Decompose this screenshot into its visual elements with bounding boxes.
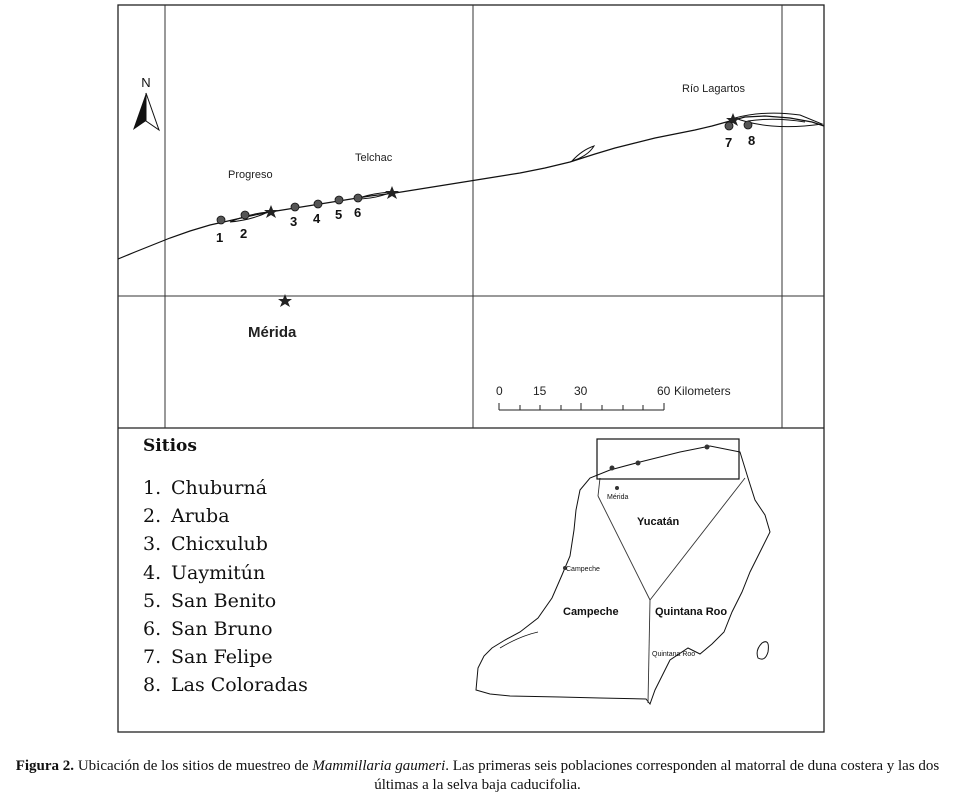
lagoon-midcoast — [572, 146, 594, 161]
star-icon-telchac — [385, 186, 399, 199]
site-dot-8 — [744, 121, 752, 129]
site-list-name: San Bruno — [171, 617, 273, 640]
site-number-1: 1 — [216, 230, 224, 245]
inset-label-merida: Mérida — [607, 494, 629, 501]
site-dot-1 — [217, 216, 225, 224]
map-grid — [118, 5, 824, 428]
star-icon-progreso — [264, 205, 278, 218]
inset-dot-mid — [636, 461, 641, 466]
inset-label-quintana-roo-state: Quintana Roo — [655, 606, 728, 618]
scale-tick-30: 30 — [574, 384, 588, 398]
list-item — [143, 530, 443, 558]
sites-title: Sitios — [143, 436, 197, 456]
site-dot-5 — [335, 196, 343, 204]
inset-peninsula-outline — [476, 446, 770, 704]
north-arrow-icon — [133, 75, 159, 130]
site-dot-2 — [241, 211, 249, 219]
label-merida: Mérida — [248, 324, 297, 341]
scale-tick-15: 15 — [533, 384, 547, 398]
inset-border-camp-qroo — [648, 600, 650, 703]
site-list-number: 2. — [143, 505, 162, 528]
site-number-5: 5 — [335, 207, 343, 222]
site-list-number: 4. — [143, 561, 162, 584]
site-list-name: Chicxulub — [171, 533, 268, 556]
sites-list — [143, 474, 443, 700]
site-list-number: 5. — [143, 589, 162, 612]
label-progreso: Progreso — [228, 169, 273, 181]
list-item — [143, 643, 443, 671]
caption-species: Mammillaria gaumeri — [312, 758, 446, 774]
inset-study-area-box — [597, 439, 739, 479]
figure-caption — [0, 757, 955, 795]
site-list-number: 8. — [143, 674, 162, 697]
list-item — [143, 559, 443, 587]
inset-label-campeche-city: Campeche — [566, 566, 600, 573]
site-list-number: 6. — [143, 617, 162, 640]
site-number-3: 3 — [290, 214, 298, 229]
inset-border-yuc-camp — [598, 496, 650, 600]
inset-cozumel — [757, 642, 768, 659]
caption-text-after: . Las primeras seis poblaciones corresponden al matorral de duna costera y las dos últimas a la selva baja caducifolia. — [374, 758, 940, 793]
inset-label-campeche-state: Campeche — [563, 606, 619, 618]
inset-dot-east — [705, 445, 710, 450]
site-dot-3 — [291, 203, 299, 211]
north-label: N — [141, 75, 151, 90]
inset-dot-west — [610, 466, 615, 471]
site-list-number: 3. — [143, 533, 162, 556]
inset-border-yuc-qroo — [650, 478, 745, 600]
coastline — [118, 116, 824, 259]
site-dot-4 — [314, 200, 322, 208]
site-number-4: 4 — [313, 211, 321, 226]
site-list-name: San Benito — [171, 589, 277, 612]
inset-label-yucatan: Yucatán — [637, 516, 680, 528]
site-number-2: 2 — [240, 226, 248, 241]
site-list-name: San Felipe — [171, 646, 273, 669]
site-dot-6 — [354, 194, 362, 202]
inset-label-quintana-roo-city: Quintana Roo — [652, 651, 696, 658]
site-dot-7 — [725, 122, 733, 130]
inset-dot-merida — [615, 486, 619, 490]
caption-label: Figura 2. — [15, 758, 75, 774]
site-list-name: Las Coloradas — [171, 674, 308, 697]
site-number-7: 7 — [725, 135, 733, 150]
site-list-name: Uaymitún — [171, 561, 266, 584]
label-telchac: Telchac — [355, 152, 393, 164]
inset-border-yuc-west — [598, 478, 600, 496]
site-number-6: 6 — [354, 205, 362, 220]
scale-unit: Kilometers — [674, 384, 731, 398]
site-list-number: 7. — [143, 646, 162, 669]
sites-legend — [143, 436, 443, 700]
list-item — [143, 474, 443, 502]
site-list-name: Chuburná — [171, 477, 268, 499]
inset-map — [476, 439, 770, 704]
scale-tick-0: 0 — [496, 384, 503, 398]
site-list-name: Aruba — [171, 505, 230, 528]
site-list-number: 1. — [143, 477, 162, 499]
list-item — [143, 615, 443, 643]
list-item — [143, 502, 443, 530]
list-item — [143, 587, 443, 615]
scale-bar — [496, 384, 731, 410]
caption-text-before: Ubicación de los sitios de muestreo de — [74, 758, 313, 774]
site-number-8: 8 — [748, 133, 756, 148]
list-item — [143, 671, 443, 699]
scale-tick-60: 60 — [657, 384, 671, 398]
label-rio-lagartos: Río Lagartos — [682, 83, 745, 95]
